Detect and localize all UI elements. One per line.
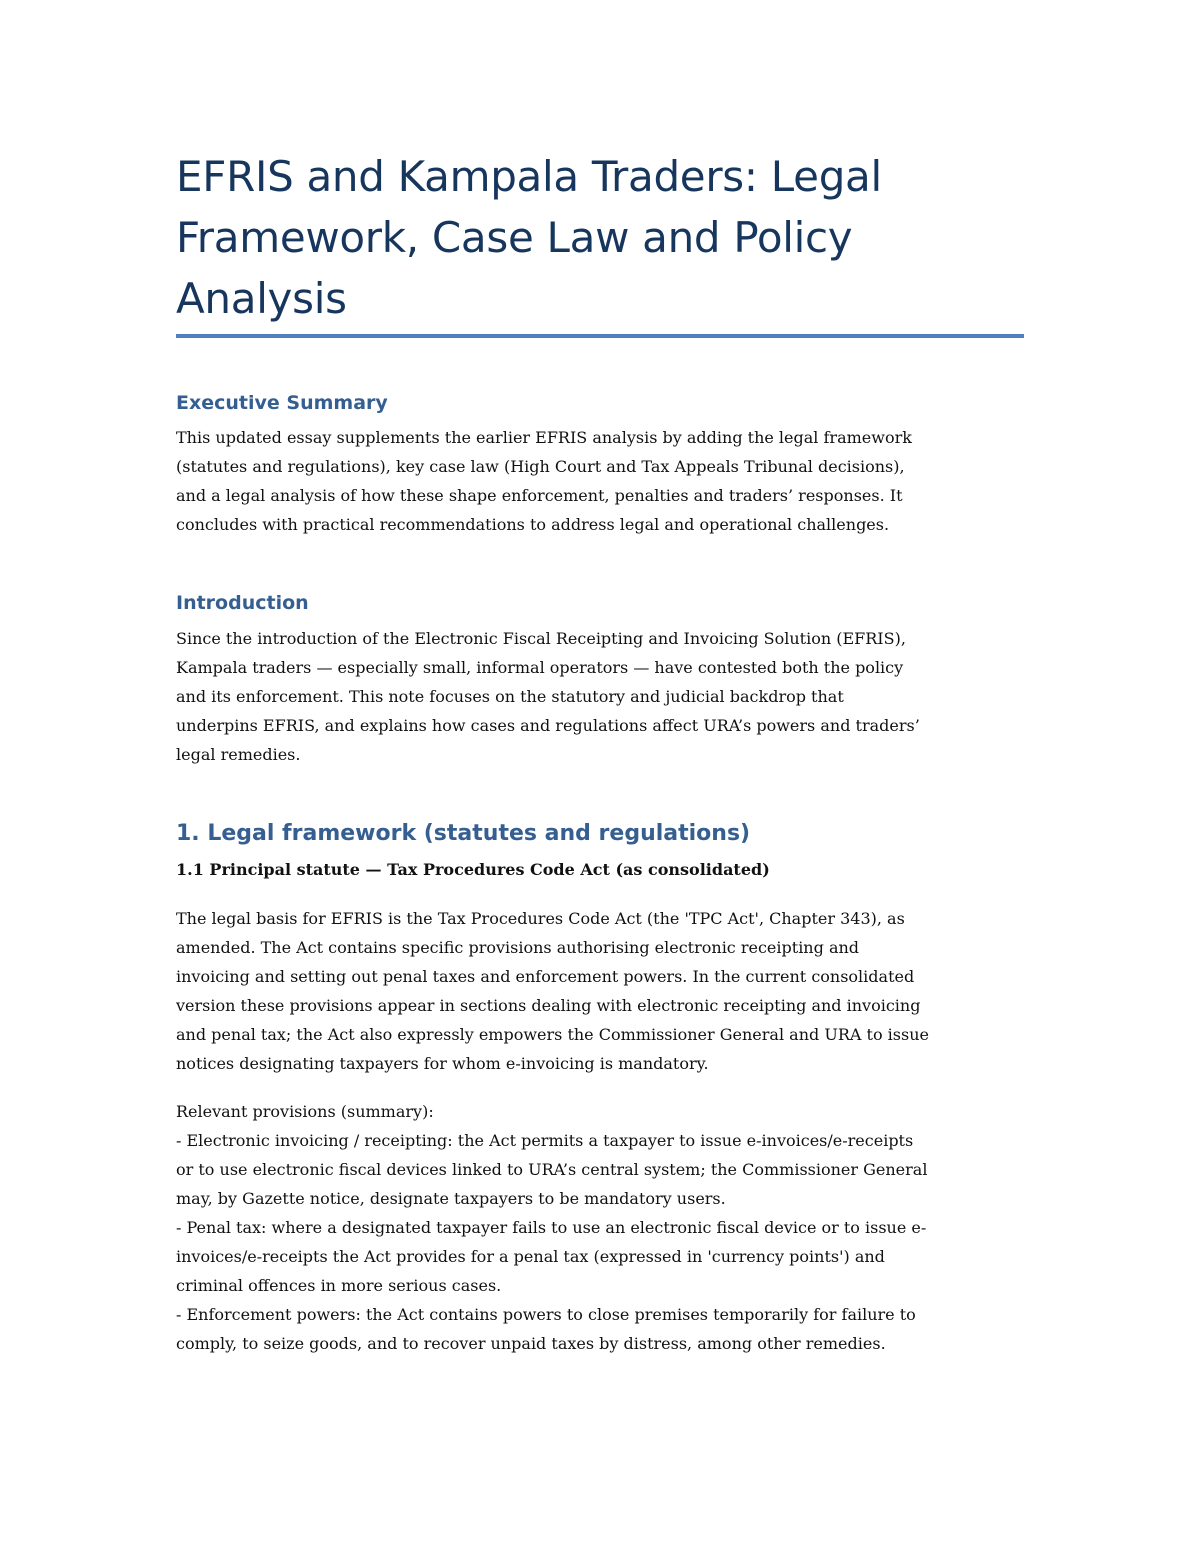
paragraph-line: (statutes and regulations), key case law (High Court and Tax Appeals Tribunal decisions), [176, 457, 905, 476]
legal-basis-paragraph [176, 904, 1036, 1078]
relevant-provisions-paragraph [176, 1097, 1036, 1358]
paragraph-line: legal remedies. [176, 745, 301, 764]
paragraph-line: version these provisions appear in sections dealing with electronic receipting and invoicing [176, 996, 921, 1015]
list-item-line: or to use electronic fiscal devices linked to URA’s central system; the Commissioner General [176, 1160, 928, 1179]
paragraph-line: and a legal analysis of how these shape enforcement, penalties and traders’ responses. It [176, 486, 903, 505]
paragraph-line: notices designating taxpayers for whom e-invoicing is mandatory. [176, 1054, 709, 1073]
paragraph-line: concludes with practical recommendations to address legal and operational challenges. [176, 515, 890, 534]
paragraph-line: amended. The Act contains specific provisions authorising electronic receipting and [176, 938, 860, 957]
paragraph-line: underpins EFRIS, and explains how cases and regulations affect URA’s powers and traders’ [176, 716, 920, 735]
list-item-line: may, by Gazette notice, designate taxpayers to be mandatory users. [176, 1189, 726, 1208]
paragraph-line: The legal basis for EFRIS is the Tax Procedures Code Act (the 'TPC Act', Chapter 343), as [176, 909, 905, 928]
paragraph-line: and penal tax; the Act also expressly empowers the Commissioner General and URA to issue [176, 1025, 929, 1044]
list-item-line: criminal offences in more serious cases. [176, 1276, 502, 1295]
list-item-line: - Penal tax: where a designated taxpayer fails to use an electronic fiscal device or to issue e- [176, 1218, 927, 1237]
document-title [176, 146, 1036, 329]
paragraph-line: Relevant provisions (summary): [176, 1102, 434, 1121]
introduction-paragraph [176, 624, 1036, 769]
introduction-heading: Introduction [176, 592, 309, 614]
paragraph-line: and its enforcement. This note focuses on the statutory and judicial backdrop that [176, 687, 844, 706]
list-item-line: - Enforcement powers: the Act contains powers to close premises temporarily for failure to [176, 1305, 916, 1324]
paragraph-line: Since the introduction of the Electronic Fiscal Receipting and Invoicing Solution (EFRIS), [176, 629, 906, 648]
paragraph-line: This updated essay supplements the earlier EFRIS analysis by adding the legal framework [176, 428, 912, 447]
list-item-line: invoices/e-receipts the Act provides for a penal tax (expressed in 'currency points') and [176, 1247, 885, 1266]
title-underline-divider [176, 334, 1024, 338]
principal-statute-subheading: 1.1 Principal statute — Tax Procedures Code Act (as consolidated) [176, 860, 770, 879]
title-line: EFRIS and Kampala Traders: Legal [176, 152, 882, 201]
executive-summary-paragraph [176, 423, 1036, 539]
paragraph-line: Kampala traders — especially small, informal operators — have contested both the policy [176, 658, 904, 677]
executive-summary-heading: Executive Summary [176, 392, 388, 414]
title-line: Framework, Case Law and Policy [176, 213, 853, 262]
title-line: Analysis [176, 274, 347, 323]
list-item-line: comply, to seize goods, and to recover unpaid taxes by distress, among other remedies. [176, 1334, 886, 1353]
paragraph-line: invoicing and setting out penal taxes and enforcement powers. In the current consolidated [176, 967, 915, 986]
list-item-line: - Electronic invoicing / receipting: the Act permits a taxpayer to issue e-invoices/e-receipts [176, 1131, 914, 1150]
legal-framework-heading: 1. Legal framework (statutes and regulations) [176, 821, 751, 846]
